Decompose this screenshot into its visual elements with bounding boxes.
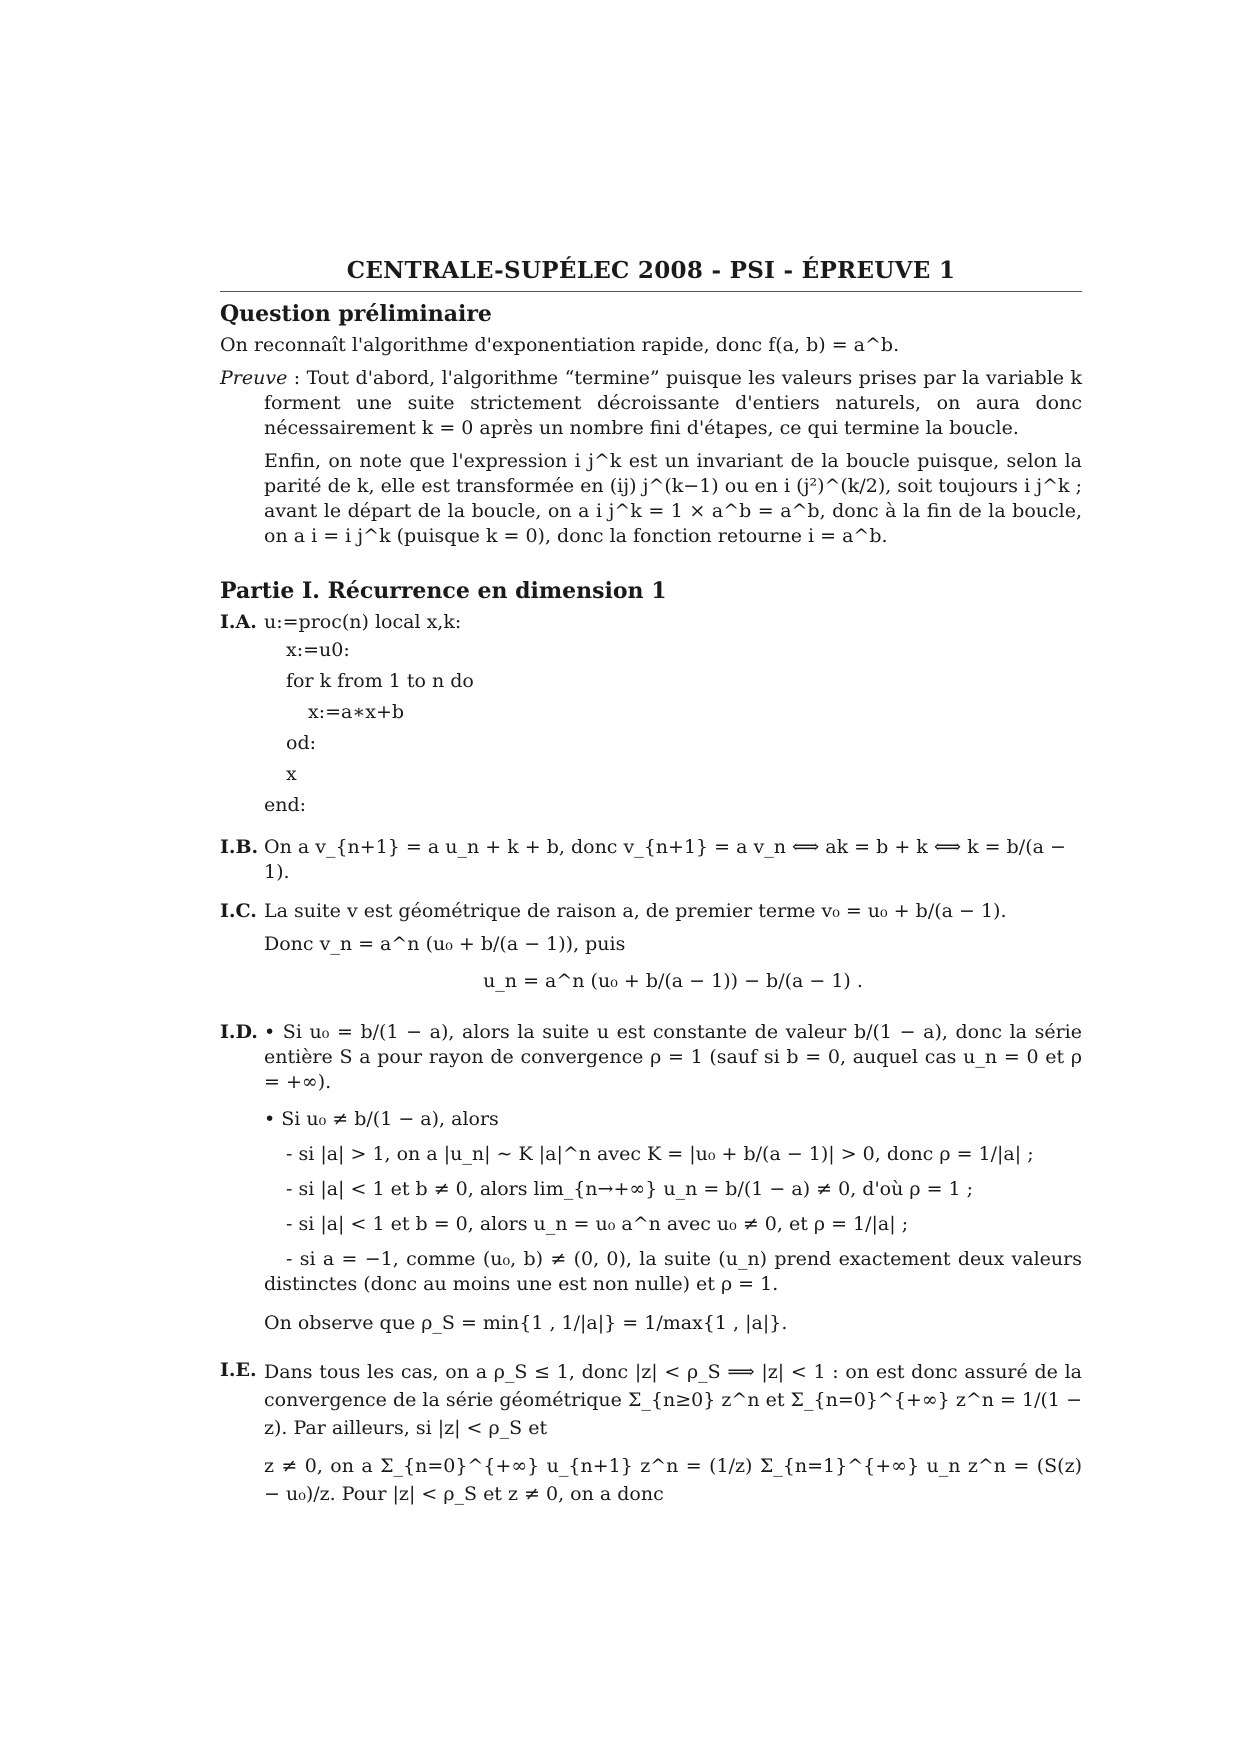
question-id [220,1020,1082,1344]
question-ib-text: On a v_{n+1} = a u_n + k + b, donc v_{n+1} = a v_n ⟺ ak = b + k ⟺ k = b/(a − 1). [264,836,1066,883]
question-ic-label: I.C. [220,900,257,922]
proof-paragraph-2: Enfin, on note que l'expression i j^k est un invariant de la boucle puisque, selon la parité de k, elle est transformée en (ij) j^(k−1) ou en i (j²)^(k/2), soit toujours i j^k ; avant le départ de la boucle, on a i j^k = 1 × a^b = a^b, donc à la fin de la boucle, on a i = i j^k (puisque k = 0), donc la fonction retourne i = a^b. [264,450,1082,547]
code-line: od: [286,732,317,754]
code-line: x:=a∗x+b [308,701,405,723]
question-ic-line1: La suite v est géométrique de raison a, de premier terme v₀ = u₀ + b/(a − 1). [264,900,1007,922]
question-ic-line2: Donc v_n = a^n (u₀ + b/(a − 1)), puis [264,933,626,955]
question-ie-text2: z ≠ 0, on a Σ_{n=0}^{+∞} u_{n+1} z^n = (1/z) Σ_{n=1}^{+∞} u_n z^n = (S(z) − u₀)/z. Pour |z| < ρ_S et z ≠ 0, on a donc [264,1455,1082,1505]
part1-heading: Partie I. Récurrence en dimension 1 [220,578,667,604]
prelim-heading: Question préliminaire [220,301,492,327]
code-line: u:=proc(n) local x,k: [264,611,462,633]
code-line: end: [264,794,307,816]
question-ic [220,899,1082,1006]
code-line: x [286,763,297,785]
question-ib [220,835,1082,885]
document-title: CENTRALE-SUPÉLEC 2008 - PSI - ÉPREUVE 1 [220,258,1082,292]
question-ie [220,1358,1082,1516]
proof-label: Preuve [220,367,288,389]
question-ia-label: I.A. [220,611,257,633]
question-ia [220,610,1082,821]
question-ib-label: I.B. [220,836,259,858]
question-id-case2: - si |a| < 1 et b ≠ 0, alors lim_{n→+∞} u_n = b/(1 − a) ≠ 0, d'où ρ = 1 ; [286,1178,974,1200]
question-ic-formula: u_n = a^n (u₀ + b/(a − 1)) − b/(a − 1) . [483,970,863,992]
document-page [220,258,1082,1516]
code-line: for k from 1 to n do [286,670,474,692]
question-ie-text1: Dans tous les cas, on a ρ_S ≤ 1, donc |z| < ρ_S ⟹ |z| < 1 : on est donc assuré de la convergence de la série géométrique Σ_{n≥0} z^n et Σ_{n=0}^{+∞} z^n = 1/(1 − z). Par ailleurs, si |z| < ρ_S et [264,1361,1082,1439]
proof-paragraph-1 [220,366,1082,441]
question-id-case1: - si |a| > 1, on a |u_n| ∼ K |a|^n avec K = |u₀ + b/(a − 1)| > 0, donc ρ = 1/|a| ; [286,1143,1034,1165]
question-id-case4: - si a = −1, comme (u₀, b) ≠ (0, 0), la suite (u_n) prend exactement deux valeurs distinctes (donc au moins une est non nulle) et ρ = 1. [264,1248,1082,1295]
question-ie-label: I.E. [220,1359,257,1381]
question-id-observation: On observe que ρ_S = min{1 , 1/|a|} = 1/max{1 , |a|}. [264,1312,788,1334]
code-block [264,610,1082,821]
question-id-case3: - si |a| < 1 et b = 0, alors u_n = u₀ a^n avec u₀ ≠ 0, et ρ = 1/|a| ; [286,1213,909,1235]
proof-text-1: : Tout d'abord, l'algorithme “termine” puisque les valeurs prises par la variable k forment une suite strictement décroissante d'entiers naturels, on aura donc nécessairement k = 0 après un nombre fini d'étapes, ce qui termine la boucle. [264,367,1082,439]
question-id-bullet2: • Si u₀ ≠ b/(1 − a), alors [264,1108,499,1130]
prelim-intro: On reconnaît l'algorithme d'exponentiation rapide, donc f(a, b) = a^b. [220,334,900,356]
code-line: x:=u0: [286,639,350,661]
question-id-bullet1: • Si u₀ = b/(1 − a), alors la suite u est constante de valeur b/(1 − a), donc la série entière S a pour rayon de convergence ρ = 1 (sauf si b = 0, auquel cas u_n = 0 et ρ = +∞). [264,1021,1082,1093]
question-id-label: I.D. [220,1021,258,1043]
